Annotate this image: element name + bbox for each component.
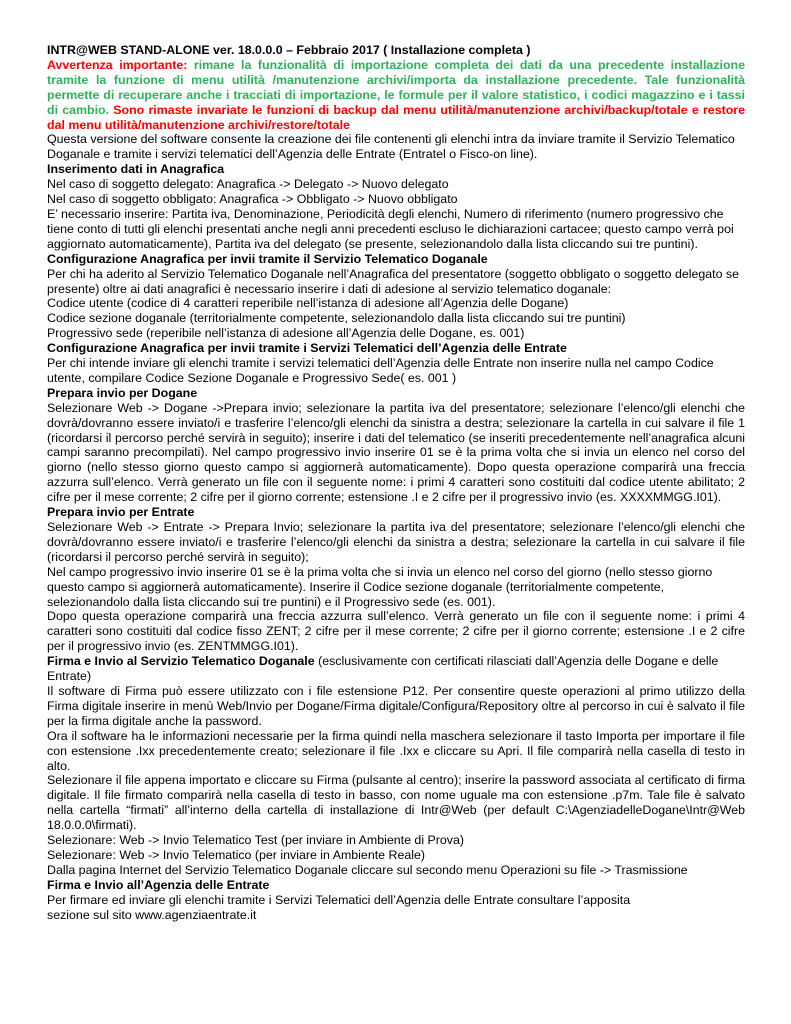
config-dogane-codice-sezione: Codice sezione doganale (territorialmente competente, selezionandolo dalla lista cliccando sui tre puntini) <box>47 311 626 326</box>
invio-entrate-paragraph-1: Selezionare Web -> Entrate -> Prepara Invio; selezionare la partita iva del presentatore; selezionare l’elenco/gli elenchi che dovrà/dovranno essere inviato/i e trasferire l’elenco/gli elenchi da sinistra a destra; selezionare la cartella in cui salvare il file (ricordarsi il percorso perché servirà in seguito); <box>47 520 745 564</box>
invio-entrate-paragraph-2: Nel campo progressivo invio inserire 01 se è la prima volta che si invia un elenco nel corso del giorno (nello stesso giorno questo campo si aggiornerà automaticamente). Inserire il Codice sezione doganale (territorialmente competente, selezionandolo dalla lista cliccando sui tre puntini) e il Progressivo sede (es. 001). <box>47 564 713 609</box>
heading-firma-dogane: Firma e Invio al Servizio Telematico Doganale <box>47 654 315 669</box>
heading-config-dogane: Configurazione Anagrafica per invii tramite il Servizio Telematico Doganale <box>47 251 488 266</box>
warning-text-green: rimane la funzionalità di importazione completa dei dati da una precedente installazione tramite la funzione di menu utilità /manutenzione archivi/importa da installazione precedente. Tale funzionalità permette di recuperare anche i tracciati di importazione, le formule per il valore statistico, i codici magazzino e i tassi di cambio. <box>47 57 745 117</box>
warning-text-red: Sono rimaste invariate le funzioni di backup dal menu utilità/manutenzione archivi/backup/totale e restore dal menu utilità/manutenzione archivi/restore/totale <box>47 102 745 132</box>
firma-dogane-line-reale: Selezionare: Web -> Invio Telematico (per inviare in Ambiente Reale) <box>47 847 425 862</box>
firma-entrate-line-1: Per firmare ed inviare gli elenchi tramite i Servizi Telematici dell’Agenzia delle Entrate consultare l’apposita <box>47 892 631 907</box>
config-dogane-intro: Per chi ha aderito al Servizio Telematico Doganale nell’Anagrafica del presentatore (soggetto obbligato o soggetto delegato se presente) oltre ai dati anagrafici è necessario inserire i dati di adesione al servizio telematico doganale: <box>47 266 740 296</box>
config-dogane-codice-utente: Codice utente (codice di 4 caratteri reperibile nell’istanza di adesione all’Agenzia delle Dogane) <box>47 296 569 311</box>
firma-entrate-line-2: sezione sul sito www.agenziaentrate.it <box>47 907 257 922</box>
anagrafica-line-obbligato: Nel caso di soggetto obbligato: Anagrafica -> Obbligato -> Nuovo obbligato <box>47 192 458 207</box>
document-title: INTR@WEB STAND-ALONE ver. 18.0.0.0 – Febbraio 2017 ( Installazione completa ) <box>47 43 531 57</box>
heading-config-entrate: Configurazione Anagrafica per invii tramite i Servizi Telematici dell’Agenzia delle Entrate <box>47 341 567 356</box>
anagrafica-paragraph: E’ necessario inserire: Partita iva, Denominazione, Periodicità degli elenchi, Numero di riferimento (numero progressivo che tiene conto di tutti gli elenchi presentati anche negli anni precedenti escluso le dichiarazioni cartacee; questo campo verrà poi aggiornato automaticamente), Partita iva del delegato (se presente, selezionandolo dalla lista cliccando sui tre puntini). <box>47 206 734 251</box>
invio-entrate-paragraph-3: Dopo questa operazione comparirà una freccia azzurra sull’elenco. Verrà generato un file con il seguente nome: i primi 4 caratteri sono costituiti dal codice fisso ZENT; 2 cifre per il mese corrente; 2 cifre per il giorno corrente; estensione .I e 2 cifre per il progressivo invio (es. ZENTMMGG.I01). <box>47 609 745 654</box>
firma-dogane-line-test: Selezionare: Web -> Invio Telematico Test (per inviare in Ambiente di Prova) <box>47 833 465 848</box>
intro-paragraph: Questa versione del software consente la creazione dei file contenenti gli elenchi intra da inviare tramite il Servizio Telematico Doganale e tramite i servizi telematici dell’Agenzia delle Entrate (Entratel o Fisco-on line). <box>47 132 735 162</box>
heading-firma-entrate: Firma e Invio all’Agenzia delle Entrate <box>47 877 270 892</box>
anagrafica-line-delegato: Nel caso di soggetto delegato: Anagrafica -> Delegato -> Nuovo delegato <box>47 177 449 192</box>
warning-paragraph <box>47 58 745 133</box>
firma-dogane-paragraph-2: Ora il software ha le informazioni necessarie per la firma quindi nella maschera selezionare il tasto Importa per importare il file con estensione .Ixx precedentemente creato; selezionare il file .Ixx e cliccare su Apri. Il file comparirà nella casella di testo in alto. <box>47 728 745 773</box>
warning-label: Avvertenza importante: <box>47 57 188 72</box>
firma-dogane-paragraph-3: Selezionare il file appena importato e cliccare su Firma (pulsante al centro); inserire la password associata al certificato di firma digitale. Il file firmato comparirà nella casella di testo in basso, con nome uguale ma con estensione .p7m. Tale file è salvato nella cartella “firmati” all’interno della cartella di installazione di Intr@Web (per default C:\AgenziadelleDogane\Intr@Web 18.0.0.0\firmati). <box>47 773 745 833</box>
firma-dogane-paragraph-1: Il software di Firma può essere utilizzato con i file estensione P12. Per consentire queste operazioni al primo utilizzo della Firma digitale inserire in menù Web/Invio per Dogane/Firma digitale/Configura/Repository oltre al percorso in cui è salvato il file per la firma digitale anche la password. <box>47 683 745 728</box>
invio-dogane-paragraph: Selezionare Web -> Dogane ->Prepara invio; selezionare la partita iva del presentatore; selezionare l’elenco/gli elenchi che dovrà/dovranno essere inviato/i e trasferire l’elenco/gli elenchi da sinistra a destra; selezionare la cartella in cui salvare il file 1 (ricordarsi il percorso perché servirà in seguito); inserire i dati del telematico (se inseriti precedentemente nell’anagrafica alcuni campi saranno precompilati). Nel campo progressivo invio inserire 01 se è la prima volta che si invia un elenco nel corso del giorno (nello stesso giorno questo campo si aggiornerà automaticamente). Dopo questa operazione comparirà una freccia azzurra sull’elenco. Verrà generato un file con il seguente nome: i primi 4 caratteri sono costituiti dal codice utente abilitato; 2 cifre per il mese corrente; 2 cifre per il giorno corrente; estensione .I e 2 cifre per il progressivo invio (es. XXXXMMGG.I01). <box>47 400 745 505</box>
heading-anagrafica: Inserimento dati in Anagrafica <box>47 162 225 177</box>
firma-dogane-line-trasmissione: Dalla pagina Internet del Servizio Telematico Doganale cliccare sul secondo menu Operazioni su file -> Trasmissione <box>47 862 688 877</box>
document-page <box>47 43 745 922</box>
config-entrate-paragraph: Per chi intende inviare gli elenchi tramite i servizi telematici dell’Agenzia delle Entrate non inserire nulla nel campo Codice utente, compilare Codice Sezione Doganale e Progressivo Sede( es. 001 ) <box>47 356 714 385</box>
config-dogane-progressivo: Progressivo sede (reperibile nell’istanza di adesione all’Agenzia delle Dogane, es. 001) <box>47 326 525 341</box>
heading-invio-entrate: Prepara invio per Entrate <box>47 505 195 520</box>
firma-dogane-heading-note: (esclusivamente con certificati rilasciati dall’Agenzia delle Dogane e delle Entrate) <box>47 654 719 684</box>
heading-invio-dogane: Prepara invio per Dogane <box>47 385 198 400</box>
firma-dogane-heading-line <box>47 654 745 684</box>
